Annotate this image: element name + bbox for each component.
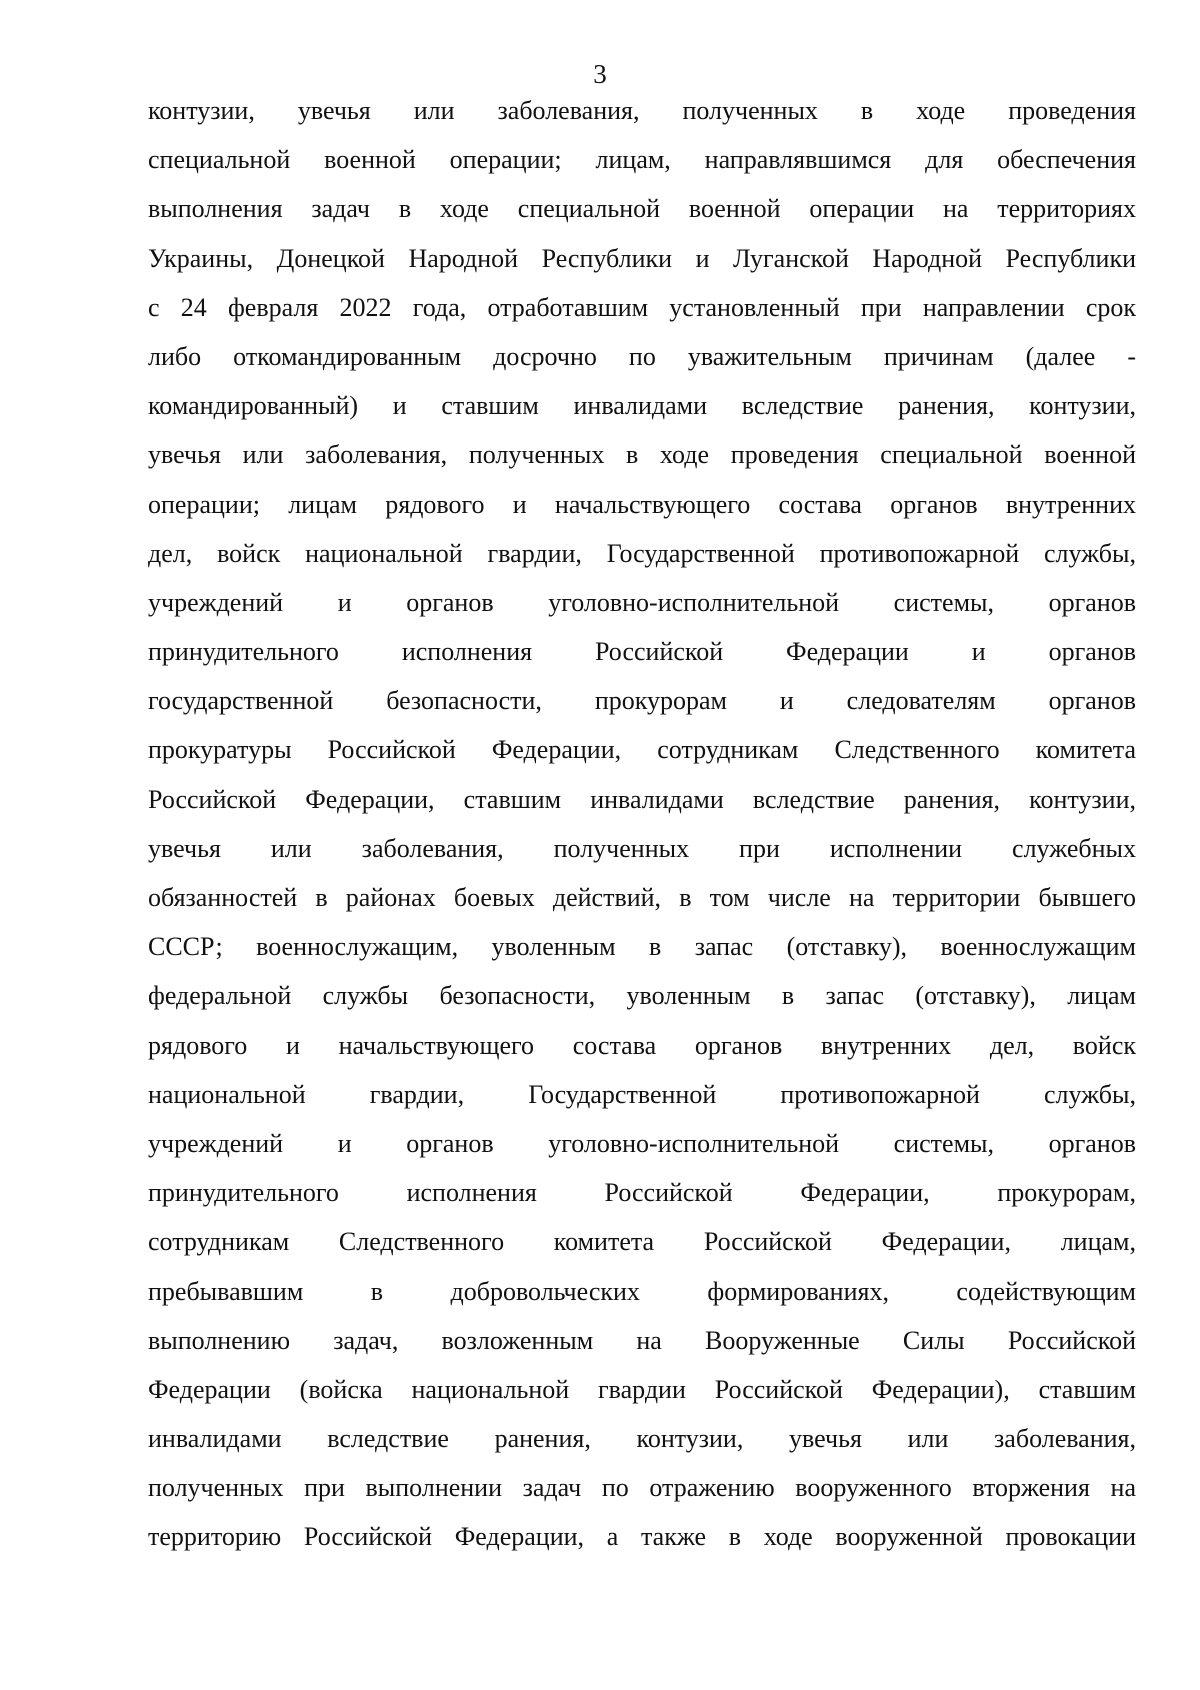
text-line: Украины, Донецкой Народной Республики и Луганской Народной Республики: [148, 243, 1136, 273]
text-line: федеральной службы безопасности, уволенным в запас (отставку), лицам: [148, 981, 1136, 1011]
text-line: обязанностей в районах боевых действий, в том числе на территории бывшего: [148, 883, 1136, 912]
text-line: инвалидами вследствие ранения, контузии, увечья или заболевания,: [148, 1424, 1136, 1454]
text-line: принудительного исполнения Российской Федерации и органов: [148, 637, 1136, 667]
text-line: Федерации (войска национальной гвардии Российской Федерации), ставшим: [148, 1374, 1136, 1404]
text-line: выполнению задач, возложенным на Вооруженные Силы Российской: [148, 1325, 1136, 1355]
text-line: территорию Российской Федерации, а также в ходе вооруженной провокации: [148, 1522, 1136, 1552]
text-line: учреждений и органов уголовно-исполнительной системы, органов: [148, 587, 1136, 617]
text-line: полученных при выполнении задач по отражению вооруженного вторжения на: [148, 1473, 1136, 1503]
text-line: увечья или заболевания, полученных при исполнении служебных: [148, 833, 1136, 863]
document-body: [148, 86, 1136, 1562]
page-number: 3: [593, 59, 607, 89]
text-line: контузии, увечья или заболевания, полученных в ходе проведения: [148, 96, 1136, 125]
text-line: специальной военной операции; лицам, направлявшимся для обеспечения: [148, 145, 1136, 175]
text-line: либо откомандированным досрочно по уважительным причинам (далее -: [148, 341, 1136, 371]
text-line: сотрудникам Следственного комитета Российской Федерации, лицам,: [148, 1227, 1136, 1257]
text-line: государственной безопасности, прокурорам и следователям органов: [148, 686, 1136, 716]
text-line: СССР; военнослужащим, уволенным в запас (отставку), военнослужащим: [148, 932, 1136, 962]
text-line: дел, войск национальной гвардии, Государственной противопожарной службы,: [148, 538, 1136, 568]
text-line: принудительного исполнения Российской Федерации, прокурорам,: [148, 1178, 1136, 1208]
text-line: Российской Федерации, ставшим инвалидами вследствие ранения, контузии,: [148, 784, 1136, 814]
text-line: выполнения задач в ходе специальной военной операции на территориях: [148, 194, 1136, 224]
text-line: с 24 февраля 2022 года, отработавшим установленный при направлении срок: [148, 292, 1136, 322]
text-line: пребывавшим в добровольческих формированиях, содействующим: [148, 1276, 1136, 1306]
text-line: учреждений и органов уголовно-исполнительной системы, органов: [148, 1128, 1136, 1158]
text-line: национальной гвардии, Государственной противопожарной службы,: [148, 1079, 1136, 1109]
text-line: командированный) и ставшим инвалидами вследствие ранения, контузии,: [148, 391, 1136, 421]
text-line: рядового и начальствующего состава органов внутренних дел, войск: [148, 1030, 1136, 1060]
text-line: операции; лицам рядового и начальствующего состава органов внутренних: [148, 489, 1136, 519]
text-line: увечья или заболевания, полученных в ходе проведения специальной военной: [148, 440, 1136, 470]
text-line: прокуратуры Российской Федерации, сотрудникам Следственного комитета: [148, 735, 1136, 765]
